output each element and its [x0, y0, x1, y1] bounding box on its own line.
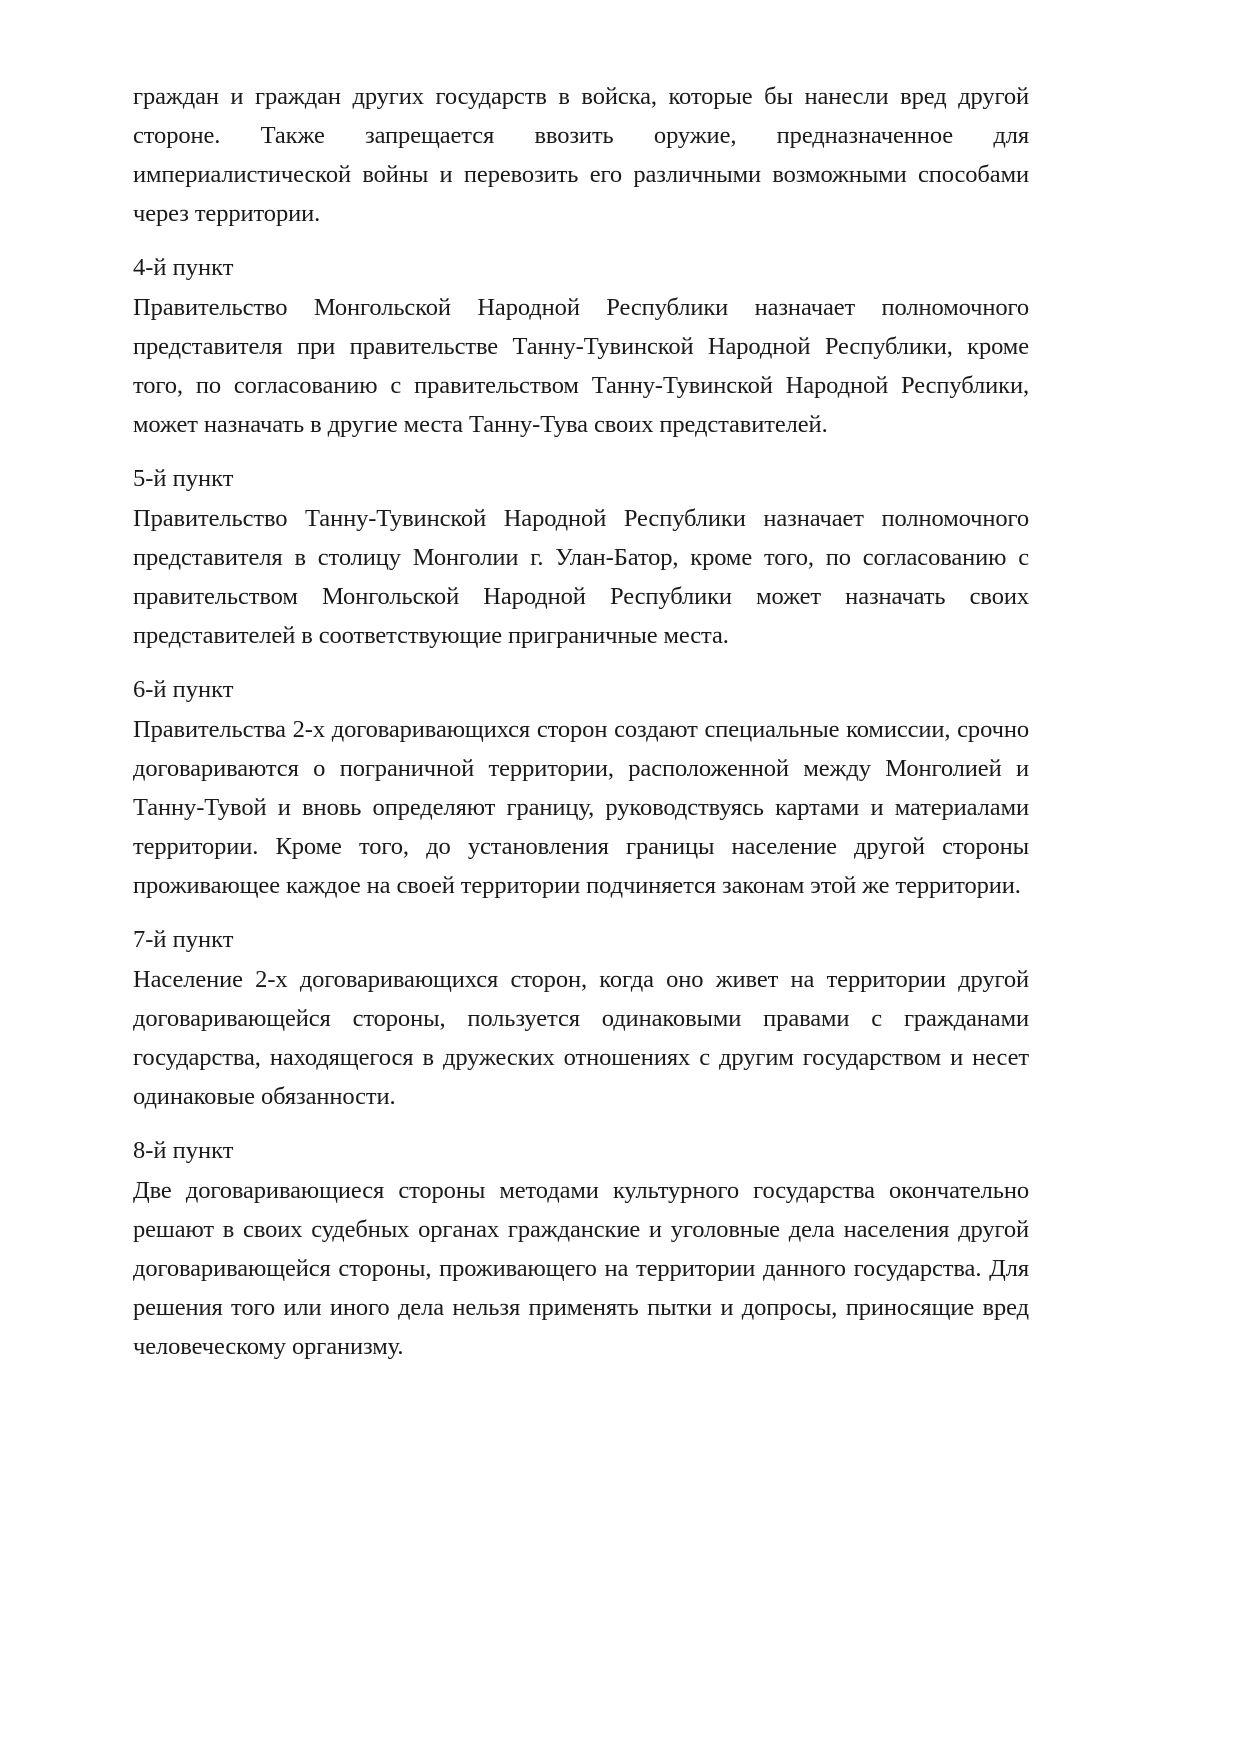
section-point-6 — [133, 670, 1029, 905]
section-paragraph: Две договаривающиеся стороны методами культурного государства окончательно решают в своих судебных органах гражданские и уголовные дела населения другой договаривающейся стороны, проживающего на территории данного государства. Для решения того или иного дела нельзя применять пытки и допросы, приносящие вред человеческому организму. — [133, 1177, 1029, 1360]
section-heading: 7-й пункт — [133, 926, 234, 953]
section-paragraph: Правительство Монгольской Народной Республики назначает полномочного представителя при правительстве Танну-Тувинской Народной Республики, кроме того, по согласованию с правительством Танну-Тувинской Народной Республики, может назначать в другие места Танну-Тува своих представителей. — [133, 294, 1029, 438]
section-heading: 6-й пункт — [133, 676, 234, 703]
section-heading: 8-й пункт — [133, 1137, 234, 1164]
section-point-4 — [133, 248, 1029, 444]
section-paragraph: Правительство Танну-Тувинской Народной Республики назначает полномочного представителя в столицу Монголии г. Улан-Батор, кроме того, по согласованию с правительством Монгольской Народной Республики может назначать своих представителей в соответствующие приграничные места. — [133, 505, 1029, 649]
section-heading: 4-й пункт — [133, 254, 234, 281]
section-point-7 — [133, 920, 1029, 1116]
section-heading: 5-й пункт — [133, 465, 234, 492]
intro-paragraph: граждан и граждан других государств в войска, которые бы нанесли вред другой стороне. Также запрещается ввозить оружие, предназначенное для империалистической войны и перевозить его различными возможными способами через территории. — [133, 83, 1029, 227]
section-paragraph: Население 2-х договаривающихся сторон, когда оно живет на территории другой договаривающейся стороны, пользуется одинаковыми правами с гражданами государства, находящегося в дружеских отношениях с другим государством и несет одинаковые обязанности. — [133, 966, 1029, 1110]
section-point-5 — [133, 459, 1029, 655]
section-point-8 — [133, 1131, 1029, 1366]
section-paragraph: Правительства 2-х договаривающихся сторон создают специальные комиссии, срочно договариваются о пограничной территории, расположенной между Монголией и Танну-Тувой и вновь определяют границу, руководствуясь картами и материалами территории. Кроме того, до установления границы население другой стороны проживающее каждое на своей территории подчиняется законам этой же территории. — [133, 716, 1029, 899]
document-page — [133, 77, 1029, 1366]
